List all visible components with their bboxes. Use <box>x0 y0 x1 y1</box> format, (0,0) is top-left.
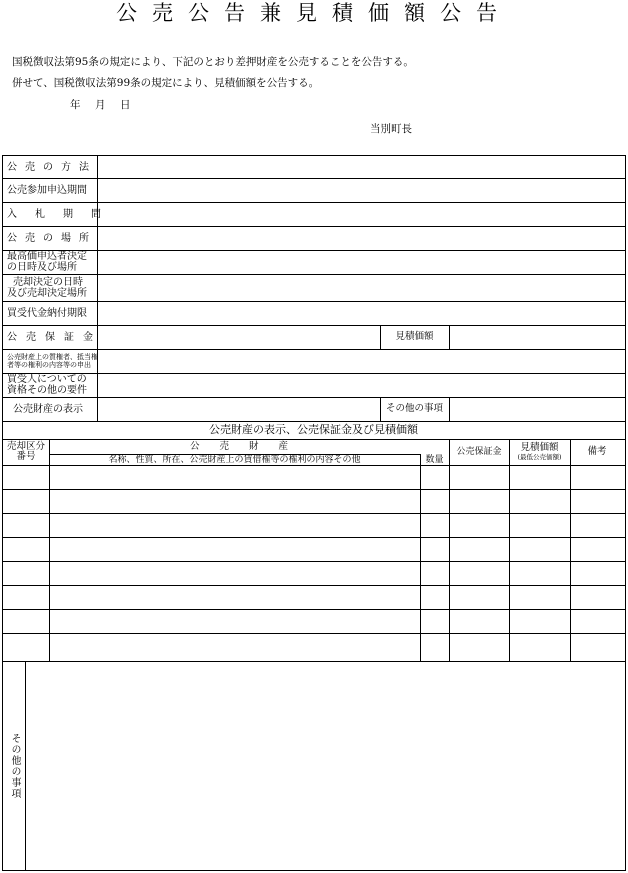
table-row <box>3 633 625 634</box>
table-row <box>3 513 625 514</box>
table-row <box>3 585 625 586</box>
intro-line-2: 併せて、国税徴収法第99条の規定により、見積価額を公告する。 <box>12 77 320 89</box>
label-sale-method: 公売の方法 <box>7 161 97 173</box>
col-property: 公売財産 <box>189 440 308 452</box>
other-items-label: その他の事項 <box>9 732 20 799</box>
table-row <box>3 489 625 490</box>
col-sale-number: 売却区分 番号 <box>6 441 45 462</box>
label-bid-period: 入札期間 <box>7 208 119 220</box>
col-quantity: 数量 <box>425 454 444 465</box>
label-other-matters: その他の事項 <box>385 403 443 414</box>
issuer: 当別町長 <box>370 123 412 135</box>
notice-form <box>2 155 626 871</box>
label-rights-claim: 公売財産上の質権者、抵当権 者等の権利の内容等の申出 <box>7 353 98 369</box>
property-section-title: 公売財産の表示、公売保証金及び見積価額 <box>209 423 418 436</box>
col-remarks: 備考 <box>587 446 607 457</box>
label-property-display: 公売財産の表示 <box>13 403 83 415</box>
table-row <box>3 537 625 538</box>
label-sale-place: 公売の場所 <box>7 232 97 244</box>
date-line: 年 月 日 <box>70 99 133 111</box>
label-payment-deadline: 買受代金納付期限 <box>7 307 87 319</box>
label-buyer-qualification: 買受人についての 資格その他の要件 <box>7 374 87 396</box>
label-sale-decision: 売却決定の日時 及び売却決定場所 <box>7 276 87 299</box>
col-property-detail: 名称、性質、所在、公売財産上の賃借権等の権利の内容その他 <box>108 454 361 465</box>
label-estimate: 見積価額 <box>395 331 434 342</box>
col-deposit: 公売保証金 <box>456 447 502 457</box>
table-row <box>3 609 625 610</box>
col-estimate: 見積価額 (最低公売価額) <box>517 442 562 461</box>
table-row <box>3 561 625 562</box>
label-highest-bidder: 最高価申込者決定 の日時及び場所 <box>7 251 87 273</box>
intro-line-1: 国税徴収法第95条の規定により、下記のとおり差押財産を公売することを公告する。 <box>12 56 414 68</box>
label-application-period: 公売参加申込期間 <box>7 184 87 196</box>
label-deposit: 公売保証金 <box>7 331 102 343</box>
other-items-field[interactable] <box>26 662 624 869</box>
page-title: 公売公告兼見積価額公告 <box>116 1 512 25</box>
